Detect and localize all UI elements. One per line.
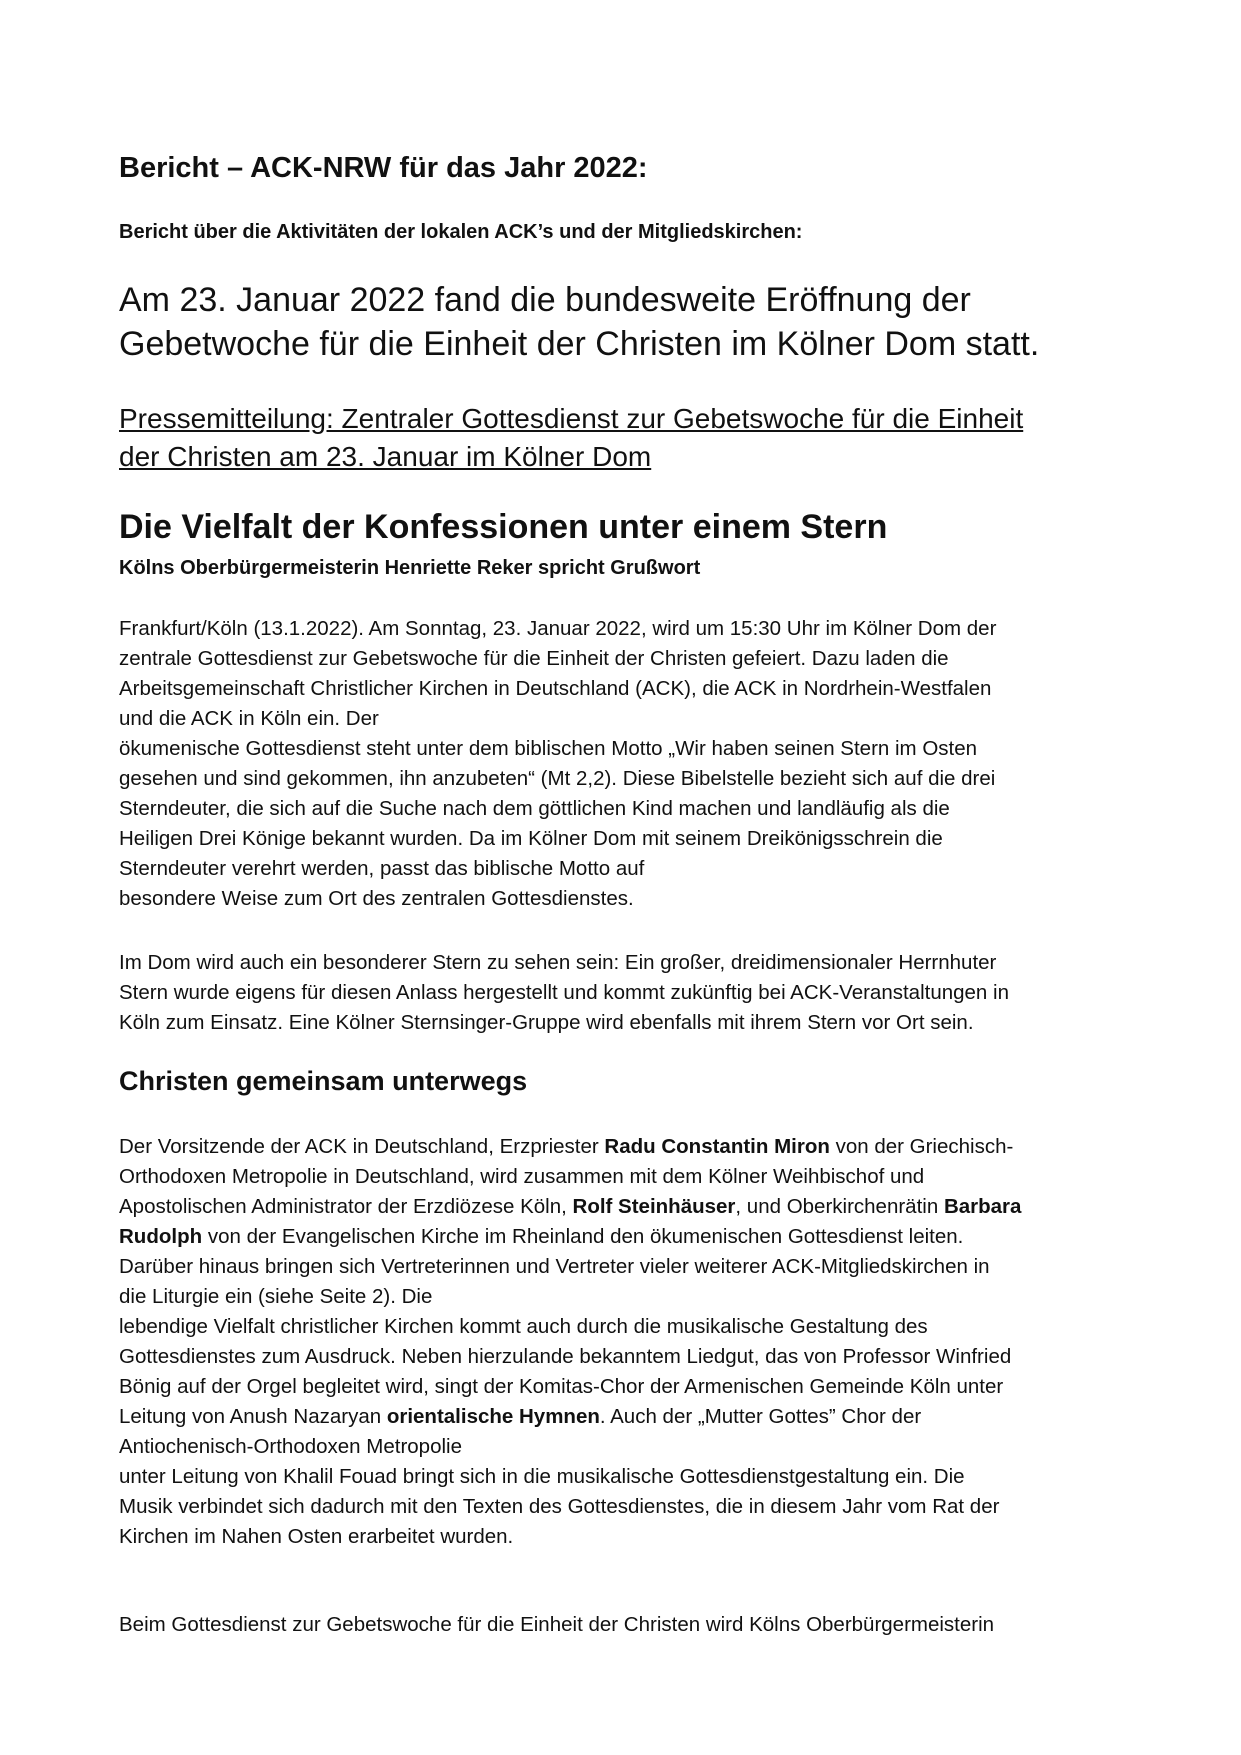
text-run: Leitung von Anush Nazaryan bbox=[119, 1405, 387, 1428]
text-run: . Auch der „Mutter Gottes” Chor der bbox=[599, 1405, 922, 1428]
person-name: Rudolph bbox=[119, 1225, 203, 1248]
text-line: unter Leitung von Khalil Fouad bringt sich in die musikalische Gottesdienstgestaltung ein. Die bbox=[119, 1465, 965, 1488]
article-subtitle: Kölns Oberbürgermeisterin Henriette Reker spricht Grußwort bbox=[119, 557, 701, 579]
person-name: Barbara bbox=[943, 1195, 1022, 1218]
paragraph-star bbox=[119, 948, 1129, 1038]
text-run: , und Oberkirchenrätin bbox=[735, 1195, 944, 1218]
text-line: Musik verbindet sich dadurch mit den Texten des Gottesdienstes, die in diesem Jahr vom Rat der bbox=[119, 1495, 1000, 1518]
text-line: Arbeitsgemeinschaft Christlicher Kirchen in Deutschland (ACK), die ACK in Nordrhein-Westfalen bbox=[119, 677, 992, 700]
lead-line: Gebetwoche für die Einheit der Christen im Kölner Dom statt. bbox=[119, 325, 1040, 363]
text-run: von der Griechisch- bbox=[829, 1135, 1014, 1158]
article-title: Die Vielfalt der Konfessionen unter einem Stern bbox=[119, 508, 888, 546]
report-subheading: Bericht über die Aktivitäten der lokalen ACK’s und der Mitgliedskirchen: bbox=[119, 221, 803, 243]
text-line: Gottesdienstes zum Ausdruck. Neben hierzulande bekanntem Liedgut, das von Professor Winfried bbox=[119, 1345, 1012, 1368]
lead-line: Am 23. Januar 2022 fand die bundesweite Eröffnung der bbox=[119, 281, 971, 319]
text-line: gesehen und sind gekommen, ihn anzubeten“ (Mt 2,2). Diese Bibelstelle bezieht sich auf die drei bbox=[119, 767, 996, 790]
text-line: Beim Gottesdienst zur Gebetswoche für die Einheit der Christen wird Kölns Oberbürgermeisterin bbox=[119, 1613, 995, 1636]
text-line: Frankfurt/Köln (13.1.2022). Am Sonntag, 23. Januar 2022, wird um 15:30 Uhr im Kölner Dom der bbox=[119, 617, 997, 640]
text-line: zentrale Gottesdienst zur Gebetswoche für die Einheit der Christen gefeiert. Dazu laden die bbox=[119, 647, 949, 670]
text-line: und die ACK in Köln ein. Der bbox=[119, 707, 379, 730]
paragraph-leaders bbox=[119, 1132, 1129, 1552]
text-line: Stern wurde eigens für diesen Anlass hergestellt und kommt zukünftig bei ACK-Veranstaltungen in bbox=[119, 981, 1009, 1004]
text-line: Kirchen im Nahen Osten erarbeitet wurden. bbox=[119, 1525, 514, 1548]
section-heading: Christen gemeinsam unterwegs bbox=[119, 1066, 528, 1096]
text-run: Apostolischen Administrator der Erzdiözese Köln, bbox=[119, 1195, 573, 1218]
press-link-line[interactable]: Pressemitteilung: Zentraler Gottesdienst zur Gebetswoche für die Einheit bbox=[119, 403, 1024, 434]
press-link-line[interactable]: der Christen am 23. Januar im Kölner Dom bbox=[119, 441, 652, 472]
text-line: besondere Weise zum Ort des zentralen Gottesdienstes. bbox=[119, 887, 634, 910]
text-line: Orthodoxen Metropolie in Deutschland, wird zusammen mit dem Kölner Weihbischof und bbox=[119, 1165, 925, 1188]
text-line: Darüber hinaus bringen sich Vertreterinnen und Vertreter vieler weiterer ACK-Mitgliedskirchen in bbox=[119, 1255, 990, 1278]
person-name: Radu Constantin Miron bbox=[604, 1135, 830, 1158]
text-line: lebendige Vielfalt christlicher Kirchen kommt auch durch die musikalische Gestaltung des bbox=[119, 1315, 928, 1338]
text-line: Köln zum Einsatz. Eine Kölner Sternsinger-Gruppe wird ebenfalls mit ihrem Stern vor Ort sein. bbox=[119, 1011, 974, 1034]
lead-statement bbox=[119, 278, 1129, 366]
text-line: Heiligen Drei Könige bekannt wurden. Da im Kölner Dom mit seinem Dreikönigsschrein die bbox=[119, 827, 943, 850]
emphasis: orientalische Hymnen bbox=[386, 1405, 600, 1428]
text-line bbox=[119, 1402, 1129, 1432]
text-line: die Liturgie ein (siehe Seite 2). Die bbox=[119, 1285, 433, 1308]
text-line: Bönig auf der Orgel begleitet wird, singt der Komitas-Chor der Armenischen Gemeinde Köln unter bbox=[119, 1375, 1004, 1398]
text-line: Sterndeuter verehrt werden, passt das biblische Motto auf bbox=[119, 857, 645, 880]
text-run: von der Evangelischen Kirche im Rheinland den ökumenischen Gottesdienst leiten. bbox=[202, 1225, 964, 1248]
report-heading: Bericht – ACK-NRW für das Jahr 2022: bbox=[119, 152, 648, 184]
paragraph-intro bbox=[119, 614, 1129, 914]
text-line: Im Dom wird auch ein besonderer Stern zu sehen sein: Ein großer, dreidimensionaler Herrnhuter bbox=[119, 951, 997, 974]
text-line bbox=[119, 1192, 1129, 1222]
text-line: ökumenische Gottesdienst steht unter dem biblischen Motto „Wir haben seinen Stern im Osten bbox=[119, 737, 978, 760]
text-run: Der Vorsitzende der ACK in Deutschland, Erzpriester bbox=[119, 1135, 605, 1158]
person-name: Rolf Steinhäuser bbox=[572, 1195, 736, 1218]
text-line bbox=[119, 1132, 1129, 1162]
press-release-link[interactable] bbox=[119, 400, 1129, 476]
text-line: Antiochenisch-Orthodoxen Metropolie bbox=[119, 1435, 462, 1458]
text-line: Sterndeuter, die sich auf die Suche nach dem göttlichen Kind machen und landläufig als die bbox=[119, 797, 950, 820]
paragraph-mayor bbox=[119, 1610, 1129, 1640]
text-line bbox=[119, 1222, 1129, 1252]
